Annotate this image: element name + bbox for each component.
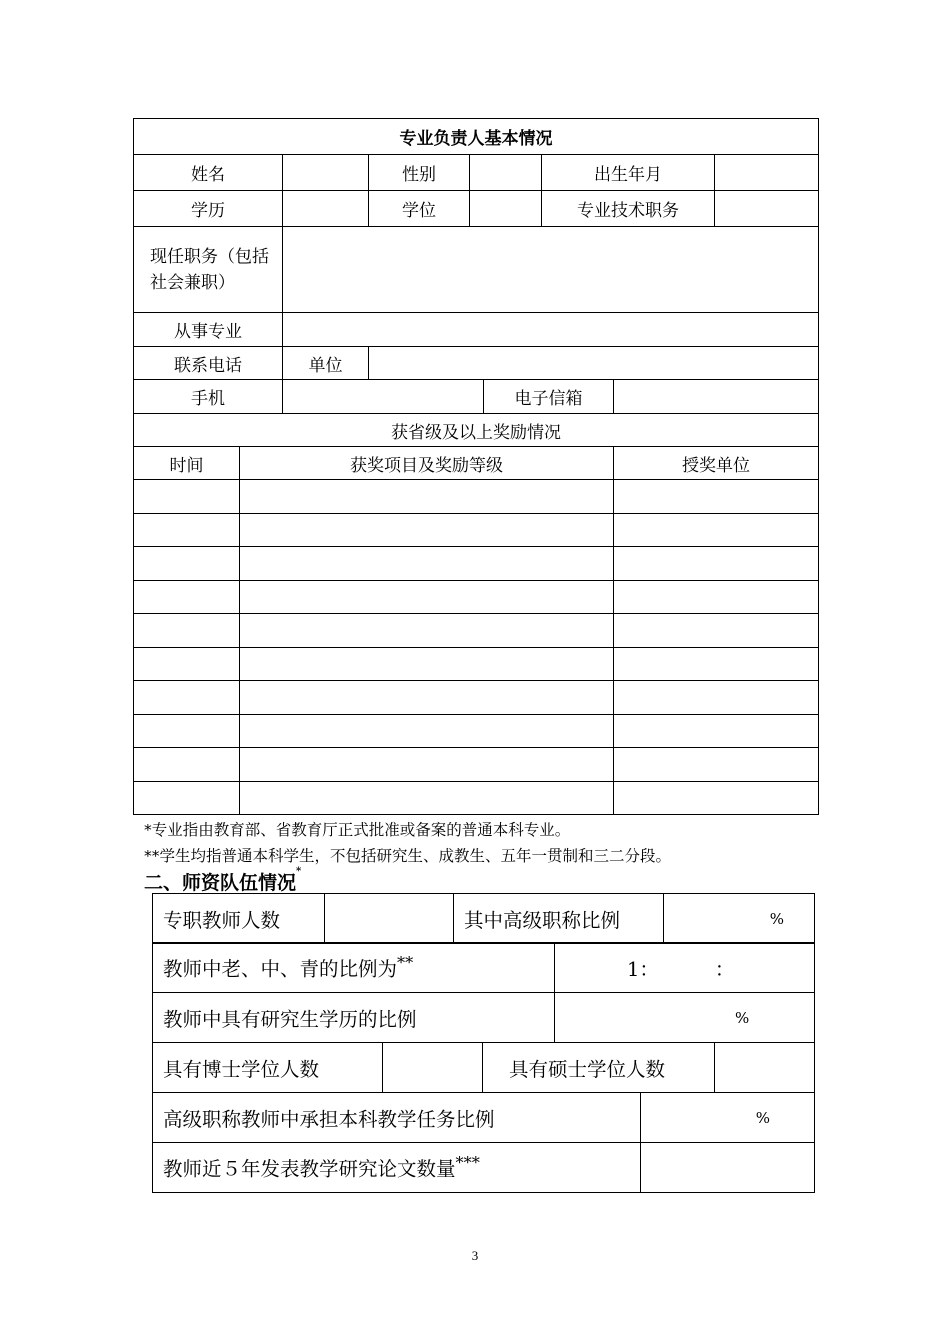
age-ratio-label-text: 教师中老、中、青的比例为: [163, 957, 398, 981]
position-value[interactable]: [283, 227, 819, 313]
award-time-cell[interactable]: [134, 647, 240, 681]
award-row: [134, 714, 819, 748]
award-project-cell[interactable]: [240, 681, 614, 715]
awards-col-project: 获奖项目及奖励等级: [240, 447, 614, 480]
award-time-cell[interactable]: [134, 580, 240, 614]
award-unit-cell[interactable]: [614, 681, 819, 715]
faculty-row-3: [152, 992, 815, 1043]
award-row: [134, 614, 819, 648]
award-project-cell[interactable]: [240, 647, 614, 681]
award-project-cell[interactable]: [240, 714, 614, 748]
age-ratio-value[interactable]: [555, 943, 815, 993]
award-unit-cell[interactable]: [614, 647, 819, 681]
award-unit-cell[interactable]: [614, 580, 819, 614]
education-label: 学历: [134, 191, 283, 227]
awards-header: 获省级及以上奖励情况: [134, 414, 819, 447]
award-unit-cell[interactable]: [614, 748, 819, 782]
award-row: [134, 480, 819, 514]
papers-label-text: 教师近５年发表教学研究论文数量: [163, 1157, 456, 1181]
major-label: 从事专业: [134, 313, 283, 347]
award-project-cell[interactable]: [240, 513, 614, 547]
name-value[interactable]: [283, 155, 369, 191]
position-label: 现任职务（包括社会兼职）: [134, 227, 283, 313]
section-2-title-text: 二、师资队伍情况: [144, 872, 297, 894]
award-row: [134, 580, 819, 614]
email-value[interactable]: [614, 380, 819, 414]
award-time-cell[interactable]: [134, 614, 240, 648]
award-row: [134, 681, 819, 715]
award-project-cell[interactable]: [240, 580, 614, 614]
award-unit-cell[interactable]: [614, 614, 819, 648]
page-number: 3: [471, 1248, 479, 1263]
faculty-row-2: [152, 942, 815, 993]
award-time-cell[interactable]: [134, 681, 240, 715]
award-time-cell[interactable]: [134, 547, 240, 581]
award-row: [134, 547, 819, 581]
award-time-cell[interactable]: [134, 714, 240, 748]
email-label: 电子信箱: [484, 380, 614, 414]
senior-teaching-ratio-label: 高级职称教师中承担本科教学任务比例: [153, 1093, 641, 1143]
leader-info-table: [133, 118, 819, 815]
phd-count-label: 具有博士学位人数: [153, 1043, 383, 1093]
ratio-colon: ：: [714, 957, 735, 981]
section-2-title: [144, 868, 301, 895]
phone-label: 联系电话: [134, 347, 283, 380]
award-project-cell[interactable]: [240, 614, 614, 648]
unit-label: 单位: [283, 347, 369, 380]
grad-ratio-value[interactable]: %: [555, 993, 815, 1043]
degree-value[interactable]: [470, 191, 542, 227]
awards-col-time: 时间: [134, 447, 240, 480]
award-row: [134, 513, 819, 547]
senior-ratio-label: 其中高级职称比例: [454, 894, 664, 944]
footnote-2: **学生均指普通本科学生，不包括研究生、成教生、五年一贯制和三二分段。: [144, 847, 672, 865]
master-count-value[interactable]: [715, 1043, 815, 1093]
award-unit-cell[interactable]: [614, 480, 819, 514]
grad-ratio-label: 教师中具有研究生学历的比例: [153, 993, 555, 1043]
award-project-cell[interactable]: [240, 480, 614, 514]
full-time-teachers-label: 专职教师人数: [153, 894, 325, 944]
section-2-title-mark: *: [296, 866, 302, 877]
age-ratio-mark: **: [397, 953, 414, 973]
papers-label: [153, 1143, 641, 1193]
award-unit-cell[interactable]: [614, 781, 819, 815]
senior-ratio-value[interactable]: %: [664, 894, 815, 944]
faculty-row-4: [152, 1042, 815, 1093]
degree-label: 学位: [369, 191, 470, 227]
award-project-cell[interactable]: [240, 748, 614, 782]
master-count-label: 具有硕士学位人数: [483, 1043, 715, 1093]
award-rows: [134, 480, 819, 815]
award-time-cell[interactable]: [134, 480, 240, 514]
award-row: [134, 748, 819, 782]
award-project-cell[interactable]: [240, 547, 614, 581]
faculty-row-5: [152, 1092, 815, 1143]
mobile-label: 手机: [134, 380, 283, 414]
name-label: 姓名: [134, 155, 283, 191]
award-time-cell[interactable]: [134, 513, 240, 547]
award-row: [134, 781, 819, 815]
papers-mark: ***: [455, 1153, 480, 1173]
senior-teaching-ratio-value[interactable]: %: [641, 1093, 815, 1143]
gender-value[interactable]: [470, 155, 542, 191]
award-time-cell[interactable]: [134, 748, 240, 782]
award-time-cell[interactable]: [134, 781, 240, 815]
faculty-row-6: [152, 1142, 815, 1193]
major-value[interactable]: [283, 313, 819, 347]
full-time-teachers-value[interactable]: [325, 894, 454, 944]
gender-label: 性别: [369, 155, 470, 191]
unit-value[interactable]: [369, 347, 819, 380]
mobile-value[interactable]: [283, 380, 484, 414]
award-project-cell[interactable]: [240, 781, 614, 815]
award-unit-cell[interactable]: [614, 513, 819, 547]
phd-count-value[interactable]: [383, 1043, 483, 1093]
age-ratio-label: [153, 943, 555, 993]
papers-value[interactable]: [641, 1143, 815, 1193]
footnote-1: *专业指由教育部、省教育厅正式批准或备案的普通本科专业。: [144, 821, 571, 839]
birth-label: 出生年月: [542, 155, 715, 191]
education-value[interactable]: [283, 191, 369, 227]
award-row: [134, 647, 819, 681]
faculty-row-1: [152, 893, 815, 944]
ratio-one: 1：: [627, 957, 659, 981]
professional-title-value[interactable]: [715, 191, 819, 227]
awards-col-unit: 授奖单位: [614, 447, 819, 480]
award-unit-cell[interactable]: [614, 547, 819, 581]
leader-table-title: 专业负责人基本情况: [134, 119, 819, 155]
professional-title-label: 专业技术职务: [542, 191, 715, 227]
birth-value[interactable]: [715, 155, 819, 191]
award-unit-cell[interactable]: [614, 714, 819, 748]
